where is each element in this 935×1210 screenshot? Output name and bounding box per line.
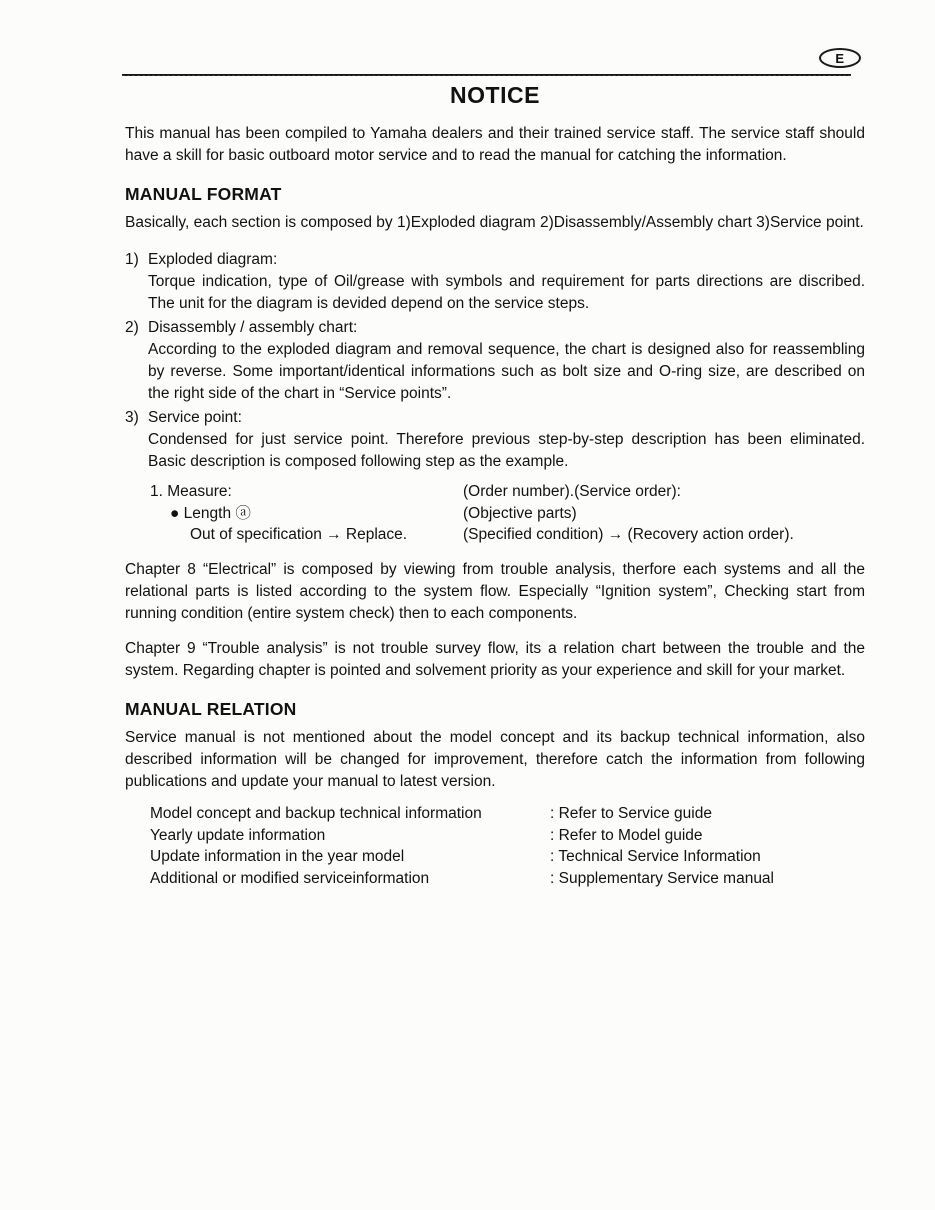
list-item <box>125 407 865 473</box>
relation-ref: : Refer to Service guide <box>550 805 712 823</box>
page-code-label: E <box>835 50 845 66</box>
format-item-list <box>125 249 865 473</box>
page-content <box>125 82 865 890</box>
list-item-body: According to the exploded diagram and removal sequence, the chart is designed also for reassembling by reverse. Some important/identical informations such as bolt size and O-ring size, are described on the right side of the chart in “Service points”. <box>148 341 865 402</box>
example-row <box>125 481 865 503</box>
list-item-number: 2) <box>125 319 139 336</box>
example-right: (Objective parts) <box>463 504 577 522</box>
manual-relation-intro: Service manual is not mentioned about the model concept and its backup technical information, also described information will be changed for improvement, therefore catch the information from following publications and update your manual to latest version. <box>125 729 865 791</box>
list-item-head <box>125 249 865 271</box>
section-heading-manual-format: MANUAL FORMAT <box>125 184 282 204</box>
list-item-body: Condensed for just service point. Therefore previous step-by-step description has been eliminated. Basic description is composed following step as the example. <box>148 431 865 470</box>
list-item <box>125 317 865 405</box>
list-item-body: Torque indication, type of Oil/grease with symbols and requirement for parts directions are discribed. The unit for the diagram is devided depend on the service steps. <box>148 273 865 312</box>
relation-item: Additional or modified serviceinformation <box>150 870 430 888</box>
page-title: NOTICE <box>450 82 540 108</box>
relation-item: Model concept and backup technical information <box>150 805 482 823</box>
relation-row <box>125 825 865 847</box>
list-item-number: 1) <box>125 251 139 268</box>
example-row <box>125 524 865 546</box>
relation-item: Update information in the year model <box>150 848 405 866</box>
service-point-example <box>125 481 865 546</box>
list-item <box>125 249 865 315</box>
manual-format-intro: Basically, each section is composed by 1)Exploded diagram 2)Disassembly/Assembly chart 3)Service point. <box>125 214 864 231</box>
example-left: Out of specification → Replace. <box>190 526 408 544</box>
chapter9-paragraph: Chapter 9 “Trouble analysis” is not trouble survey flow, its a relation chart between the trouble and the system. Regarding chapter is pointed and solvement priority as your experience and skill for your market. <box>125 640 865 680</box>
example-row <box>125 503 865 525</box>
relation-ref: : Refer to Model guide <box>550 826 703 844</box>
relation-ref: : Technical Service Information <box>550 848 761 866</box>
relation-item: Yearly update information <box>150 826 326 844</box>
list-item-head <box>125 317 865 339</box>
chapter8-paragraph: Chapter 8 “Electrical” is composed by viewing from trouble analysis, therfore each systems and all the relational parts is listed according to the system flow. Especially “Ignition system”, Checking start from running condition (entire system check) then to each components. <box>125 561 865 623</box>
example-right: (Order number).(Service order): <box>463 483 681 500</box>
header-rule <box>122 74 851 76</box>
section-heading-manual-relation: MANUAL RELATION <box>125 699 297 720</box>
intro-paragraph: This manual has been compiled to Yamaha dealers and their trained service staff. The service staff should have a skill for basic outboard motor service and to read the manual for catching the information. <box>125 125 865 164</box>
example-left: 1. Measure: <box>150 483 232 500</box>
relation-row <box>125 803 865 825</box>
list-item-number: 3) <box>125 409 139 426</box>
page-code-badge <box>819 48 861 68</box>
list-item-title: Disassembly / assembly chart: <box>148 319 358 336</box>
relation-row <box>125 846 865 868</box>
example-right: (Specified condition) → (Recovery action order). <box>463 526 794 544</box>
relation-ref: : Supplementary Service manual <box>550 870 775 888</box>
list-item-title: Service point: <box>148 409 242 426</box>
relation-row <box>125 868 865 890</box>
list-item-title: Exploded diagram: <box>148 251 278 268</box>
example-left: ● Length ⓐ <box>170 504 251 522</box>
list-item-head <box>125 407 865 429</box>
relation-table <box>125 803 865 890</box>
